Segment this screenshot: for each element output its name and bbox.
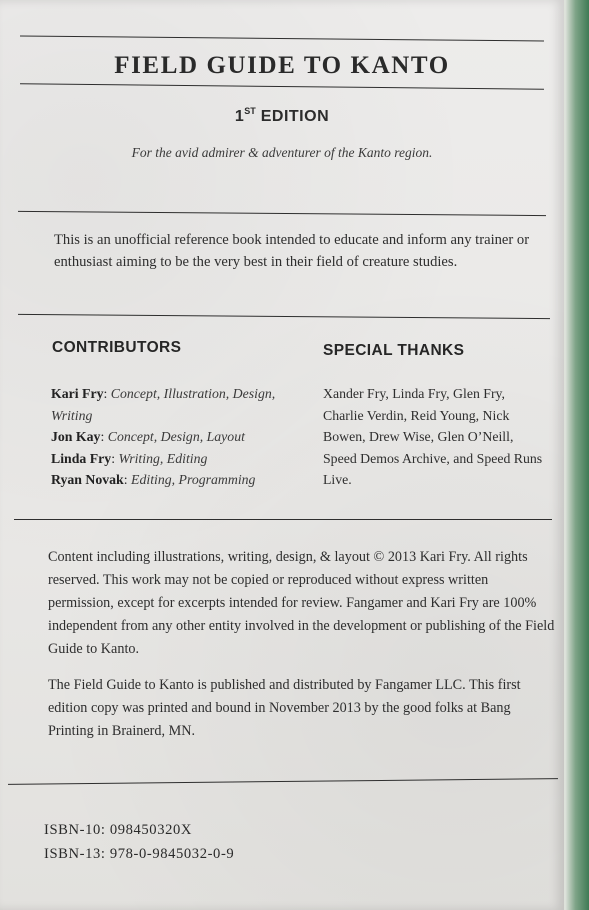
isbn-block (44, 818, 234, 866)
contributors-list (51, 383, 301, 491)
divider-after-intro (18, 314, 550, 319)
legal-section (48, 546, 556, 756)
divider-under-title (20, 83, 544, 89)
tagline: For the avid admirer & adventurer of the Kanto region. (131, 145, 433, 160)
copyright-notice: Content including illustrations, writing, design, & layout © 2013 Kari Fry. All rights reserved. This work may not be copied or reproduced without express written permission, except for excerpts intended for review. Fangamer and Kari Fry are 100% independent from any other entity involved in the development or publishing of the Field Guide to Kanto. (48, 549, 555, 657)
contributor-name: Ryan Novak (51, 472, 124, 487)
divider-before-isbn (8, 778, 558, 785)
contributor-entry: Jon Kay: Concept, Design, Layout (51, 429, 245, 444)
isbn-10-line (44, 818, 234, 842)
contributor-roles: Concept, Design, Layout (107, 429, 245, 444)
contributor-entry: Linda Fry: Writing, Editing (51, 450, 208, 466)
divider-before-legal (14, 519, 552, 520)
contributors-heading: CONTRIBUTORS (52, 339, 182, 356)
edition-suffix: ST (244, 106, 256, 116)
contributor-roles: Editing, Programming (131, 472, 256, 487)
edition-label (0, 106, 564, 126)
publisher-notice: The Field Guide to Kanto is published and distributed by Fangamer LLC. This first edition copy was printed and bound in November 2013 by the good folks at Bang Printing in Brainerd, MN. (48, 677, 521, 739)
contributor-roles: Writing, Editing (118, 450, 208, 466)
book-title: FIELD GUIDE TO KANTO (114, 52, 450, 79)
isbn-10-label: ISBN-10: (44, 822, 106, 838)
divider-before-intro (18, 211, 546, 216)
edition-word: EDITION (260, 108, 330, 125)
contributor-name: Kari Fry (51, 386, 104, 401)
special-thanks-text: Xander Fry, Linda Fry, Glen Fry, Charlie Verdin, Reid Young, Nick Bowen, Drew Wise, Glen O’Neill, Speed Demos Archive, and Speed Runs Live. (323, 386, 543, 487)
isbn-13-value: 978-0-9845032-0-9 (109, 846, 235, 862)
contributor-roles: Concept, Illustration, Design, Writing (51, 386, 276, 423)
contributor-name: Linda Fry (51, 450, 112, 466)
intro-paragraph: This is an unofficial reference book intended to educate and inform any trainer or enthusiast aiming to be the very best in their field of creature studies. (54, 232, 530, 270)
contributor-entry: Ryan Novak: Editing, Programming (51, 472, 256, 487)
contributor-entry: Kari Fry: Concept, Illustration, Design, Writing (51, 386, 276, 423)
special-thanks-heading: SPECIAL THANKS (323, 342, 465, 359)
contributor-name: Jon Kay (51, 429, 101, 444)
divider-top (20, 35, 544, 41)
edition-number: 1 (234, 108, 245, 125)
isbn-10-value: 098450320X (109, 822, 193, 838)
isbn-13-line (44, 842, 234, 866)
isbn-13-label: ISBN-13: (44, 846, 106, 862)
